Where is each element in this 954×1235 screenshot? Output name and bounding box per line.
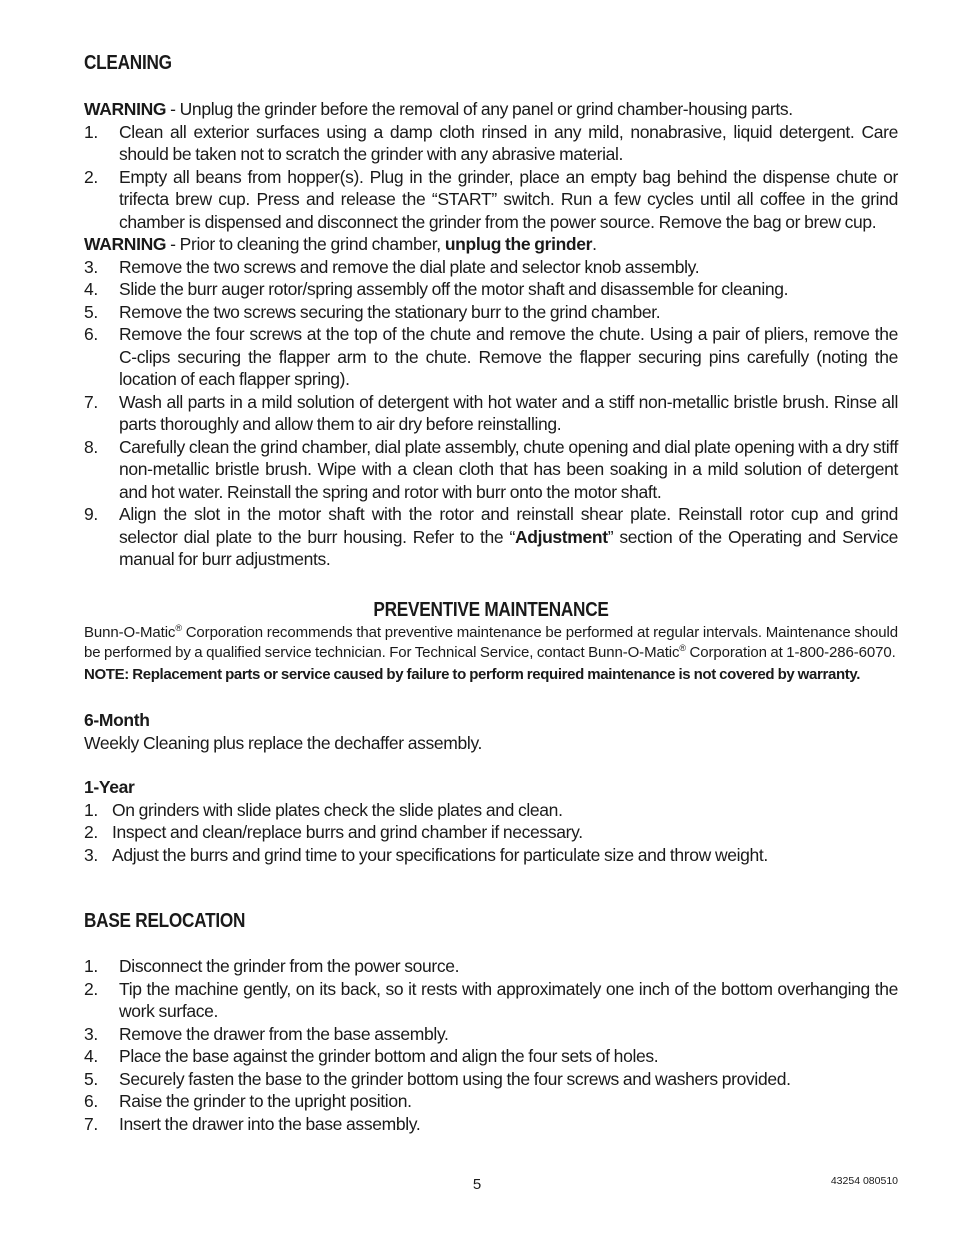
step-text: Remove the two screws and remove the dial plate and selector knob assembly. bbox=[119, 256, 700, 277]
list-item bbox=[84, 256, 898, 279]
step-text: Place the base against the grinder bottom and align the four sets of holes. bbox=[119, 1046, 659, 1066]
step-number: 1. bbox=[84, 121, 98, 142]
step-text: Adjust the burrs and grind time to your specifications for particulate size and throw weight. bbox=[112, 844, 768, 865]
list-item bbox=[84, 1023, 898, 1046]
step-text: Raise the grinder to the upright position. bbox=[119, 1091, 412, 1111]
step-text: ” section of the Operating and Service manual for burr adjustments. bbox=[119, 526, 898, 569]
list-item bbox=[84, 323, 898, 391]
base-relocation-steps bbox=[84, 955, 898, 1135]
step-number: 4. bbox=[84, 1046, 98, 1066]
step-number: 5. bbox=[84, 301, 98, 322]
list-item bbox=[84, 1068, 898, 1091]
step-text: Remove the two screws securing the stationary burr to the grind chamber. bbox=[119, 301, 661, 322]
list-item bbox=[84, 978, 898, 1023]
cleaning-steps-1 bbox=[84, 121, 898, 234]
warning-end: . bbox=[592, 234, 597, 254]
list-item bbox=[84, 436, 898, 504]
step-number: 5. bbox=[84, 1068, 98, 1089]
preventive-maintenance-heading: PREVENTIVE MAINTENANCE bbox=[373, 598, 609, 621]
list-item bbox=[84, 799, 898, 822]
warning-emphasis: unplug the grinder bbox=[444, 234, 593, 254]
six-month-heading bbox=[84, 709, 898, 732]
preventive-intro bbox=[84, 623, 898, 664]
base-relocation-heading: BASE RELOCATION bbox=[84, 910, 246, 932]
step-number: 6. bbox=[84, 324, 98, 344]
warning-label: WARNING bbox=[84, 234, 167, 254]
intro-text: Corporation recommends that preventive maintenance be performed at regular intervals. Maintenance should be performed by a qualified service technician. For Technical Service, contact Bunn-O-Matic bbox=[84, 623, 898, 661]
step-number: 1. bbox=[84, 799, 98, 820]
step-text: On grinders with slide plates check the slide plates and clean. bbox=[112, 799, 563, 820]
list-item bbox=[84, 166, 898, 234]
document-code: 43254 080510 bbox=[830, 1175, 898, 1187]
list-item bbox=[84, 1113, 898, 1136]
step-number: 9. bbox=[84, 504, 98, 524]
one-year-title: 1-Year bbox=[84, 777, 135, 797]
page-number: 5 bbox=[472, 1176, 482, 1193]
step-number: 2. bbox=[84, 978, 98, 999]
one-year-steps bbox=[84, 799, 898, 867]
step-number: 8. bbox=[84, 436, 98, 457]
warning-text: - Prior to cleaning the grind chamber, bbox=[166, 234, 445, 254]
step-text: Empty all beans from hopper(s). Plug in the grinder, place an empty bag behind the dispense chute or trifecta brew cup. Press and release the “START” switch. Run a few cycles until all coffee in the grind chamber is dispensed and disconnect the grinder from the power source. Remove the bag or brew cup. bbox=[119, 166, 898, 232]
step-number: 1. bbox=[84, 956, 98, 976]
step-number: 7. bbox=[84, 1113, 98, 1134]
list-item bbox=[84, 1090, 898, 1113]
list-item bbox=[84, 503, 898, 571]
registered-mark: ® bbox=[175, 622, 182, 633]
step-number: 7. bbox=[84, 391, 98, 412]
intro-text: Bunn-O-Matic bbox=[84, 623, 176, 641]
step-number: 3. bbox=[84, 844, 98, 865]
six-month-title: 6-Month bbox=[84, 710, 150, 730]
step-text: Remove the four screws at the top of the chute and remove the chute. Using a pair of pliers, remove the C-clips securing the flapper arm to the chute. Remove the flapper securing pins carefully (noting the location of each flapper spring). bbox=[119, 324, 898, 389]
step-text: Wash all parts in a mild solution of detergent with hot water and a stiff non-metallic bristle brush. Rinse all parts thoroughly and allow them to air dry before reinstalling. bbox=[119, 391, 898, 434]
list-item bbox=[84, 278, 898, 301]
list-item bbox=[84, 1045, 898, 1068]
registered-mark: ® bbox=[679, 643, 686, 653]
cleaning-steps-3 bbox=[84, 503, 898, 571]
step-number: 2. bbox=[84, 822, 98, 842]
one-year-heading bbox=[84, 776, 898, 799]
warning-label: WARNING bbox=[84, 99, 167, 119]
step-text: Clean all exterior surfaces using a damp cloth rinsed in any mild, nonabrasive, liquid detergent. Care should be taken not to scratch the grinder with any abrasive material. bbox=[119, 121, 898, 164]
warning-unplug bbox=[84, 98, 898, 121]
step-number: 4. bbox=[84, 279, 98, 299]
list-item bbox=[84, 821, 898, 844]
note-text: NOTE: Replacement parts or service caused by failure to perform required maintenance is not covered by warranty. bbox=[84, 665, 861, 683]
step-text: Securely fasten the base to the grinder bottom using the four screws and washers provided. bbox=[119, 1068, 791, 1089]
intro-text: Corporation at 1-800-286-6070. bbox=[685, 644, 896, 661]
step-text: Inspect and clean/replace burrs and grind chamber if necessary. bbox=[112, 822, 583, 842]
step-text: Tip the machine gently, on its back, so it rests with approximately one inch of the bottom overhanging the work surface. bbox=[119, 978, 898, 1021]
step-text: Slide the burr auger rotor/spring assembly off the motor shaft and disassemble for cleaning. bbox=[119, 279, 789, 299]
list-item bbox=[84, 121, 898, 166]
step-text: Align the slot in the motor shaft with the rotor and reinstall shear plate. Reinstall rotor cup and grind selector dial plate to the burr housing. Refer to the “ bbox=[119, 504, 898, 547]
step-text: Carefully clean the grind chamber, dial plate assembly, chute opening and dial plate opening with a dry stiff non-metallic bristle brush. Wipe with a clean cloth that has been soaking in a mild solution of detergent and hot water. Reinstall the spring and rotor with burr onto the motor shaft. bbox=[119, 436, 898, 502]
step-number: 2. bbox=[84, 166, 98, 187]
page-content bbox=[84, 52, 898, 1135]
list-item bbox=[84, 301, 898, 324]
cleaning-heading: CLEANING bbox=[84, 52, 172, 74]
list-item bbox=[84, 844, 898, 867]
six-month-text: Weekly Cleaning plus replace the dechaffer assembly. bbox=[84, 732, 483, 753]
step-number: 3. bbox=[84, 1023, 98, 1044]
warning-text: - Unplug the grinder before the removal of any panel or grind chamber-housing parts. bbox=[166, 99, 793, 119]
list-item bbox=[84, 955, 898, 978]
step-text: Insert the drawer into the base assembly. bbox=[119, 1113, 421, 1134]
step-emphasis: Adjustment bbox=[514, 526, 608, 547]
warning-grind-chamber bbox=[84, 233, 898, 256]
warranty-note bbox=[84, 665, 898, 686]
step-number: 3. bbox=[84, 256, 98, 277]
step-text: Remove the drawer from the base assembly. bbox=[119, 1023, 449, 1044]
step-number: 6. bbox=[84, 1091, 98, 1111]
step-text: Disconnect the grinder from the power source. bbox=[119, 956, 460, 976]
cleaning-steps-2 bbox=[84, 256, 898, 504]
list-item bbox=[84, 391, 898, 436]
